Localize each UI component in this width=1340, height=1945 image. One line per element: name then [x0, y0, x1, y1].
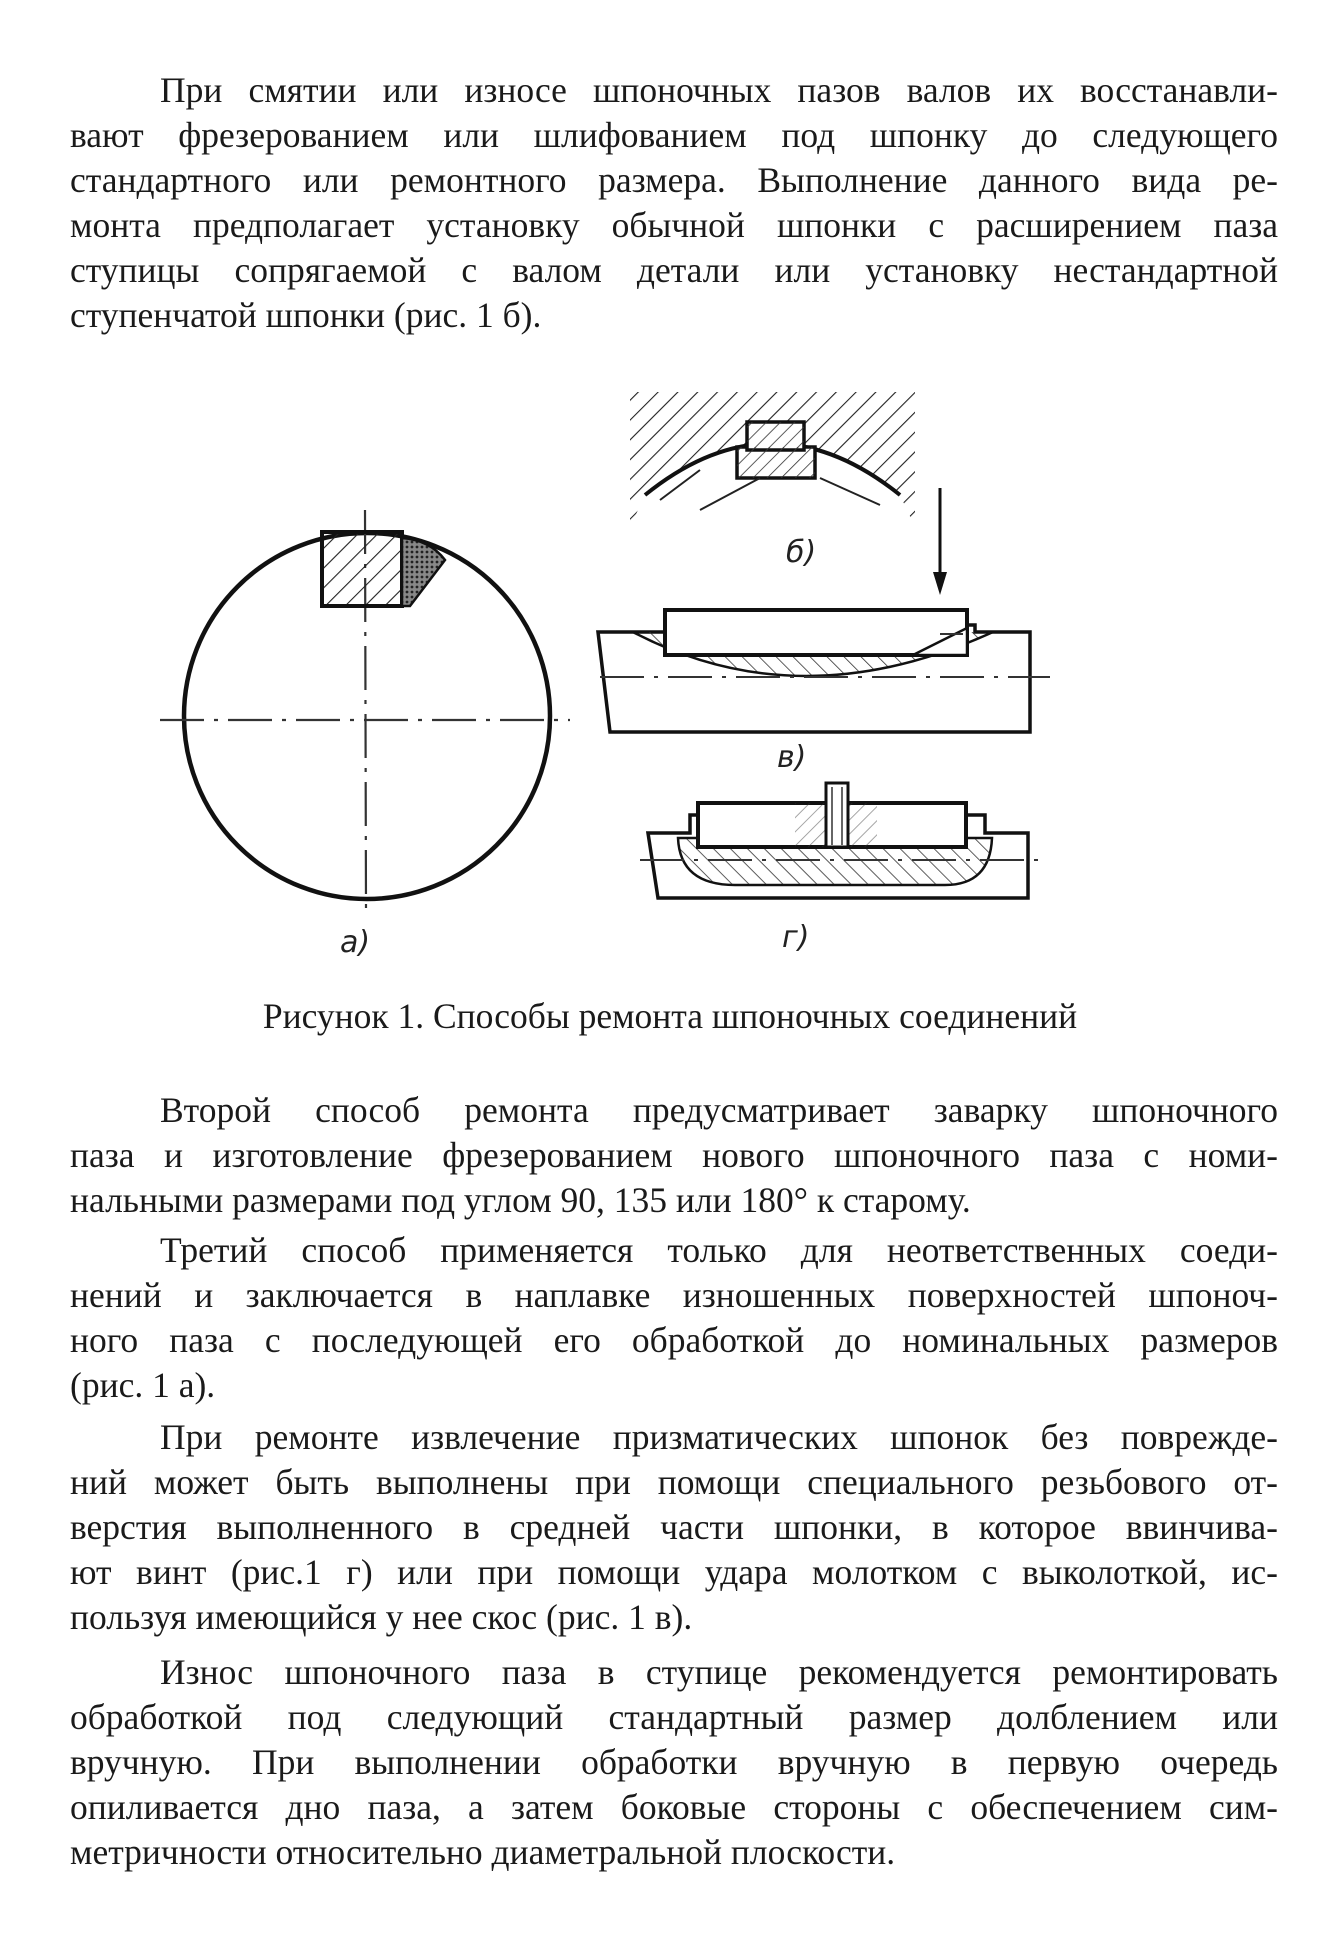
paragraph-2	[70, 1088, 1278, 1223]
figure-b-label: б)	[786, 535, 817, 570]
text-line: При ремонте извлечение призматических шпонок без поврежде-	[160, 1417, 1278, 1457]
text-line: пользуя имеющийся у нее скос (рис. 1 в).	[70, 1597, 693, 1637]
figure-v-label: в)	[777, 740, 807, 775]
text-line: ют винт (рис.1 г) или при помощи удара молотком с выколоткой, ис-	[70, 1552, 1278, 1592]
text-line: ступицы сопрягаемой с валом детали или установку нестандартной	[70, 250, 1278, 290]
text-line: вают фрезерованием или шлифованием под шпонку до следующего	[70, 115, 1278, 155]
figure-a-shaft	[160, 510, 570, 910]
figure-g-label: г)	[782, 920, 810, 955]
text-line: (рис. 1 а).	[70, 1365, 216, 1405]
text-line: паза и изготовление фрезерованием нового шпоночного паза с номи-	[70, 1135, 1278, 1175]
text-line: нений и заключается в наплавке изношенных поверхностей шпоноч-	[70, 1275, 1278, 1315]
paragraph-3	[70, 1228, 1278, 1408]
text-line: Третий способ применяется только для неответственных соеди-	[160, 1230, 1278, 1270]
text-line: При смятии или износе шпоночных пазов валов их восстанавли-	[160, 70, 1278, 110]
text-line: Второй способ ремонта предусматривает заварку шпоночного	[160, 1090, 1278, 1130]
figure-b-stepped-key	[630, 392, 915, 527]
text-line: ного паза с последующей его обработкой до номинальных размеров	[70, 1320, 1278, 1360]
text-line: нальными размерами под углом 90, 135 или 180° к старому.	[70, 1180, 971, 1220]
text-line: монта предполагает установку обычной шпонки с расширением паза	[70, 205, 1278, 245]
text-line: ступенчатой шпонки (рис. 1 б).	[70, 295, 542, 335]
text-line: Износ шпоночного паза в ступице рекомендуется ремонтировать	[160, 1652, 1278, 1692]
paragraph-4	[70, 1415, 1278, 1640]
text-line: опиливается дно паза, а затем боковые стороны с обеспечением сим-	[70, 1787, 1278, 1827]
text-line: обработкой под следующий стандартный размер долблением или	[70, 1697, 1278, 1737]
text-line: вручную. При выполнении обработки вручную в первую очередь	[70, 1742, 1278, 1782]
text-line: метричности относительно диаметральной плоскости.	[70, 1832, 896, 1872]
text-line: стандартного или ремонтного размера. Выполнение данного вида ре-	[70, 160, 1278, 200]
text-line: ний может быть выполнены при помощи специального резьбового от-	[70, 1462, 1278, 1502]
paragraph-5	[70, 1650, 1278, 1875]
figure-a-label: a)	[340, 925, 371, 960]
figure-g-screw-key	[640, 783, 1040, 898]
text-line: верстия выполненного в средней части шпонки, в которое ввинчива-	[70, 1507, 1278, 1547]
figure-caption: Рисунок 1. Способы ремонта шпоночных соединений	[262, 996, 1078, 1036]
